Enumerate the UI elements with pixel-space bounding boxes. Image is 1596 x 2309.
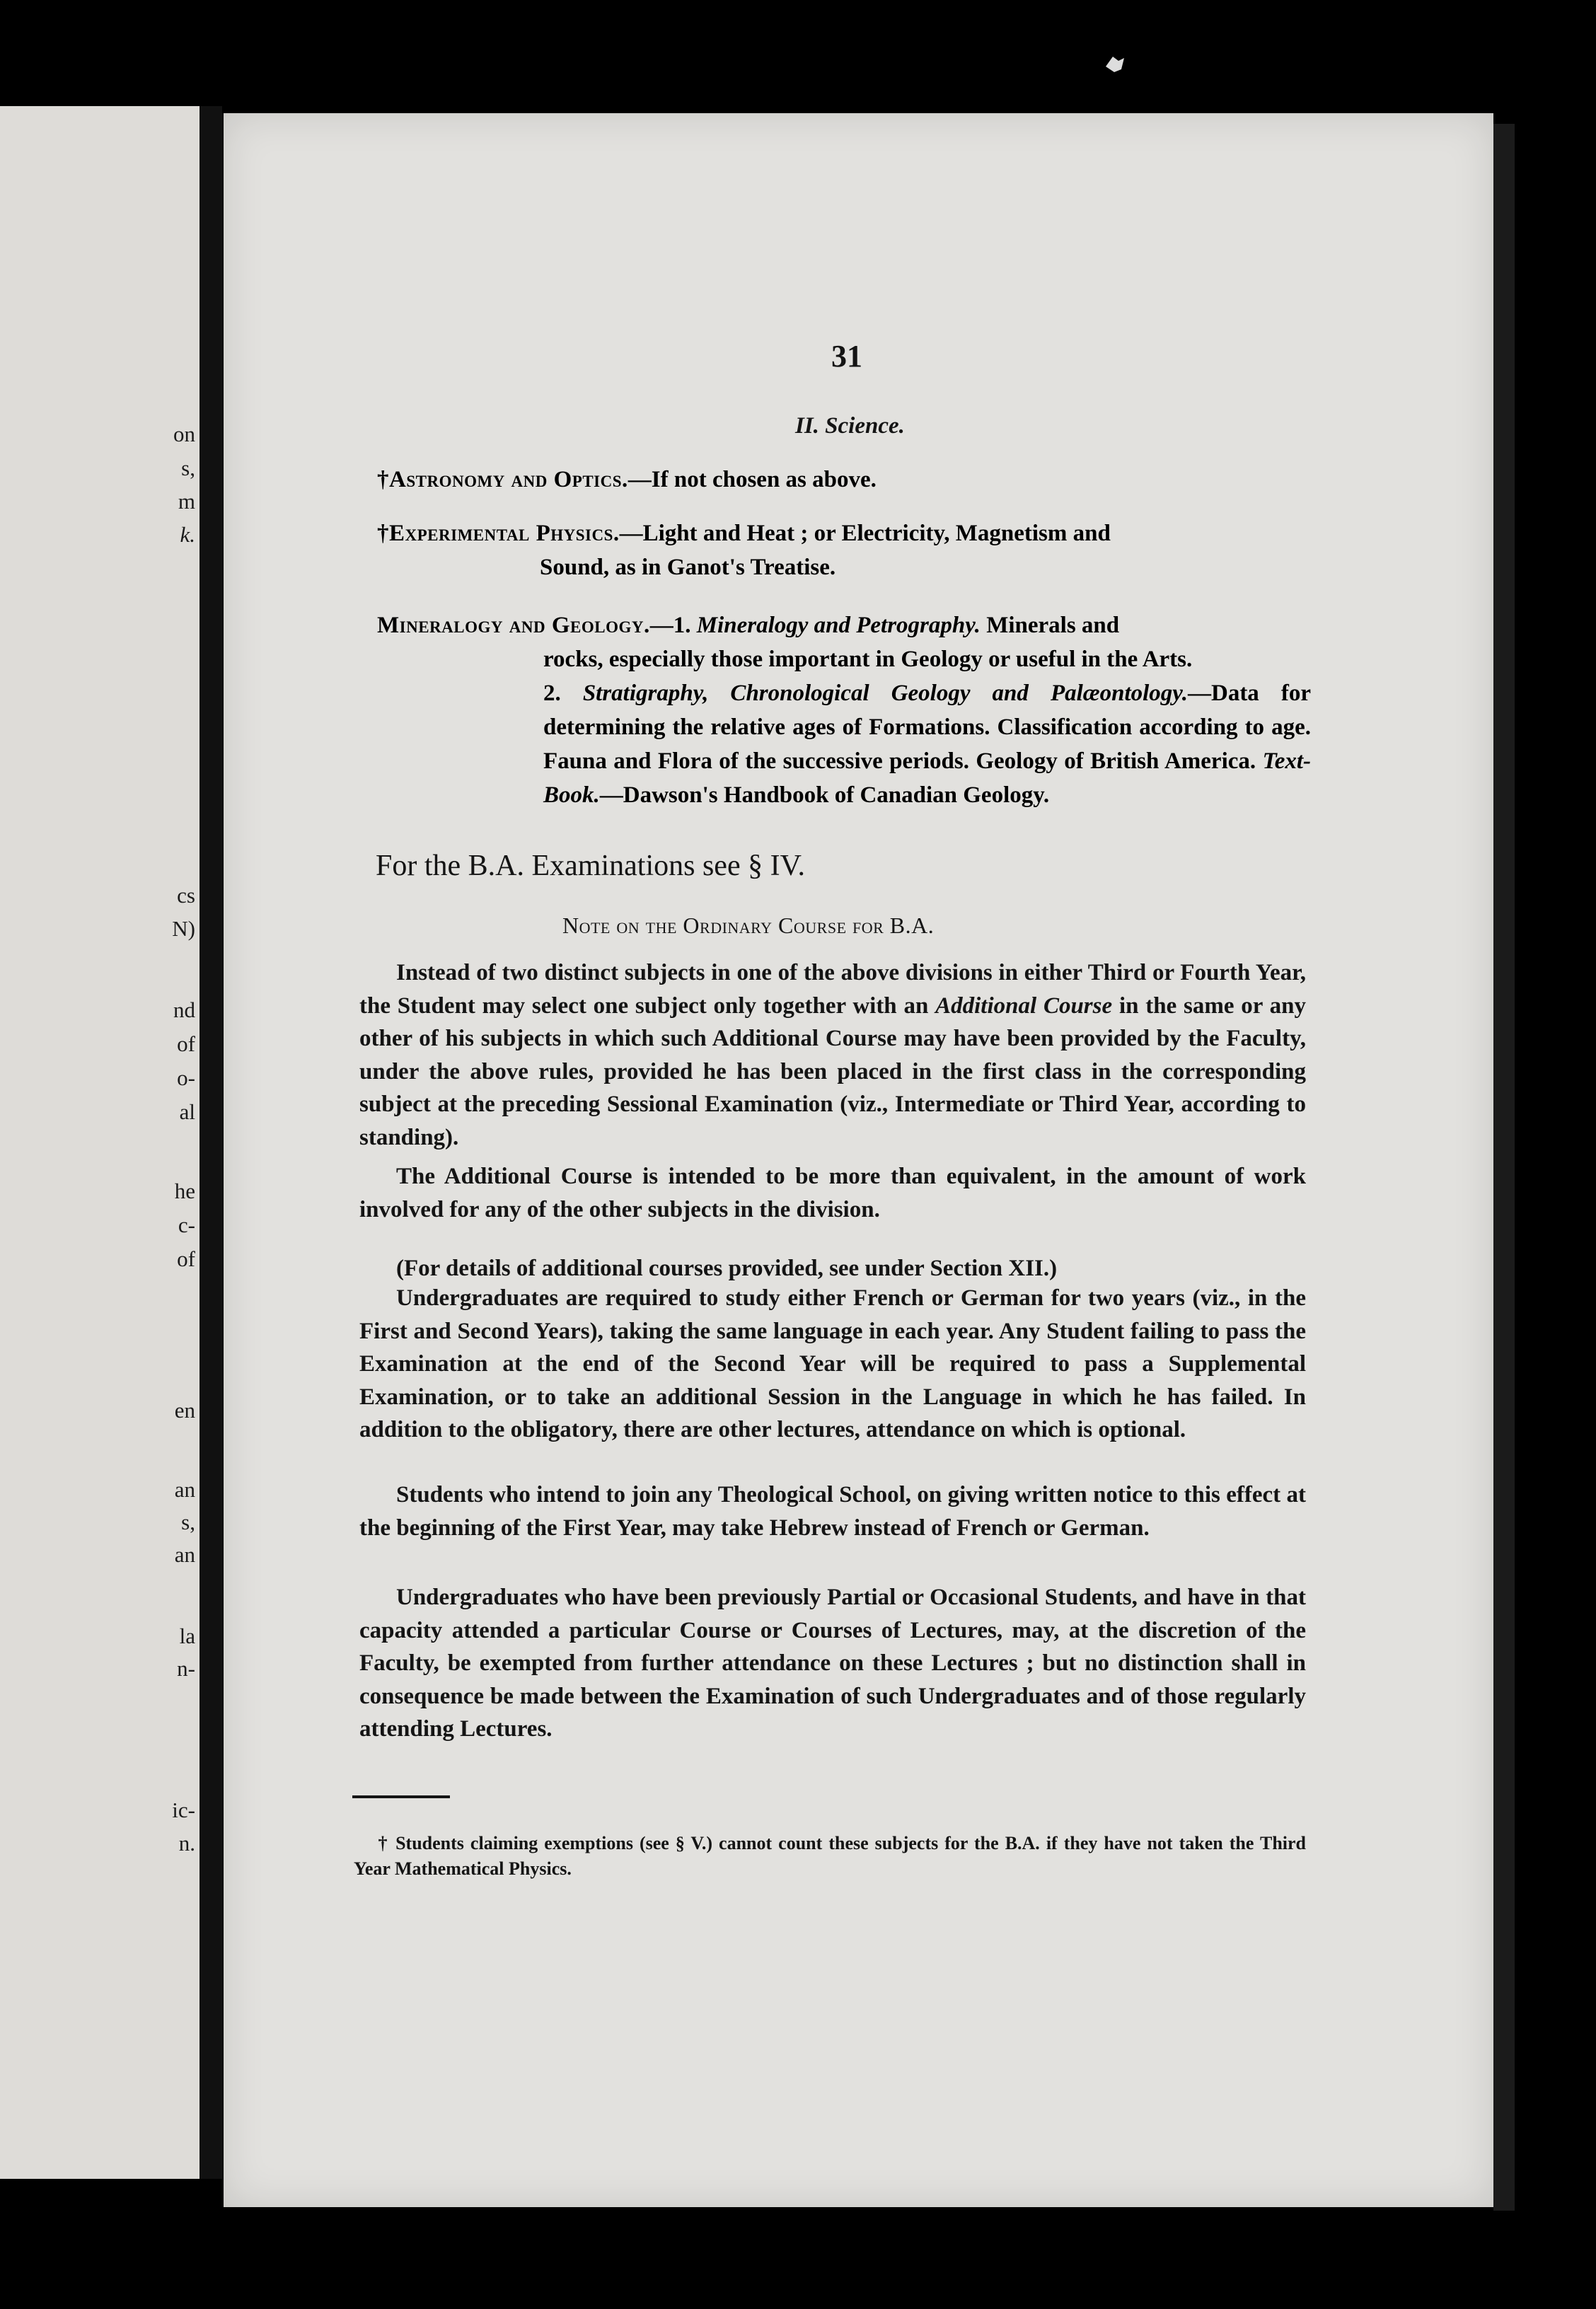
subject-heading: †Experimental Physics.	[377, 521, 620, 546]
ba-examinations-note: For the B.A. Examinations see § IV.	[376, 850, 805, 882]
left-margin-text: en	[174, 1398, 195, 1423]
left-margin-text: of	[177, 1031, 195, 1056]
left-margin-text: s,	[181, 1510, 195, 1534]
left-margin-text: on	[173, 422, 195, 446]
left-margin-text: of	[177, 1246, 195, 1271]
footnote-divider	[352, 1795, 450, 1798]
left-page-fragment	[0, 106, 200, 2179]
left-margin-text: k.	[180, 522, 195, 547]
sub-subject-block	[377, 676, 1311, 812]
page-edge-shadow	[1493, 124, 1515, 2211]
left-margin-text: cs	[177, 883, 195, 908]
left-margin-text: nd	[173, 997, 195, 1022]
subject-heading: †Astronomy and Optics.	[377, 467, 628, 492]
paragraph	[359, 1581, 1306, 1746]
subject-entry-mineralogy	[377, 608, 1311, 812]
left-margin-text: s,	[181, 456, 195, 480]
left-margin-text: al	[179, 1099, 195, 1124]
paragraph	[359, 1478, 1306, 1544]
sub-subject-title: Mineralogy and Petrography.	[696, 613, 981, 638]
left-margin-text: m	[178, 489, 195, 514]
dust-speck	[1100, 51, 1128, 79]
subject-text: —Data for determining the relative ages of Formations. Classification according to age. Fauna and Flora of the successive periods. Geology of British America.	[543, 681, 1311, 774]
paragraph-text: Undergraduates are required to study either French or German for two years (viz., in the First and Second Years), taking the same language in each year. Any Student failing to pass the Examination at the end of the Second Year will be required to pass a Supplemental Examination, or to take an additional Session in the Language in which he has failed. In addition to the obligatory, there are other lectures, attendance on which is optional.	[359, 1285, 1306, 1442]
left-margin-text: N)	[172, 916, 195, 941]
subject-entry-astronomy	[377, 463, 1311, 497]
item-number: 2.	[543, 681, 561, 706]
page-number: 31	[831, 339, 862, 374]
item-number: —1.	[649, 613, 691, 638]
footnote	[354, 1831, 1306, 1882]
subject-text: Minerals and	[986, 613, 1120, 638]
paragraph-italic-text: Additional Course	[935, 993, 1113, 1019]
footnote-text: † Students claiming exemptions (see § V.) cannot count these subjects for the B.A. if they have not taken the Third Year Mathematical Physics.	[354, 1833, 1306, 1879]
subject-entry-physics	[377, 516, 1311, 584]
paragraph	[359, 1160, 1306, 1226]
paragraph-text: Instead of two distinct subjects in one of the above divisions in either Third or Fourth Year, the Student may select one subject only together with an	[359, 960, 1306, 1019]
left-margin-text: an	[174, 1542, 195, 1567]
subject-heading: Mineralogy and Geology.	[377, 613, 650, 638]
subject-text: —If not chosen as above.	[628, 467, 877, 492]
left-margin-text: an	[174, 1477, 195, 1502]
left-margin-text: n.	[178, 1831, 195, 1856]
left-margin-text: la	[179, 1624, 195, 1648]
left-margin-text: he	[174, 1179, 195, 1203]
paragraph	[359, 1282, 1306, 1447]
book-gutter	[200, 106, 222, 2179]
note-heading: Note on the Ordinary Course for B.A.	[562, 913, 935, 938]
subject-text: rocks, especially those important in Geology or useful in the Arts.	[543, 647, 1193, 672]
paragraph-text: in the same or any other of his subjects in which such Additional Course may have been provided by the Faculty, under the above rules, provided he has been placed in the first class in the corresponding subject at the preceding Sessional Examination (viz., Intermediate or Third Year, according to standing).	[359, 993, 1307, 1150]
paragraph	[359, 956, 1306, 1154]
sub-subject-title: Stratigraphy, Chronological Geology and Palæontology.	[582, 681, 1188, 706]
paragraph-text: The Additional Course is intended to be more than equivalent, in the amount of work involved for any of the other subjects in the division.	[359, 1164, 1306, 1222]
left-margin-text: n-	[177, 1656, 195, 1681]
paragraph-text: Undergraduates who have been previously Partial or Occasional Students, and have in that capacity attended a particular Course or Courses of Lectures, may, at the discretion of the Faculty, be exempted from further attendance on these Lectures ; but no distinction shall in consequence be made between the Examination of such Undergraduates and of those regularly attending Lectures.	[359, 1585, 1306, 1742]
paragraph	[359, 1252, 1306, 1285]
left-margin-text: c-	[178, 1213, 195, 1237]
paragraph-text: (For details of additional courses provided, see under Section XII.)	[396, 1256, 1058, 1281]
left-margin-text: o-	[177, 1065, 195, 1090]
section-title: II. Science.	[795, 413, 905, 439]
subject-text: Sound, as in Ganot's Treatise.	[540, 555, 836, 580]
textbook-label: Text-Book.	[543, 748, 1311, 808]
paragraph-text: Students who intend to join any Theological School, on giving written notice to this effect at the beginning of the First Year, may take Hebrew instead of French or German.	[359, 1482, 1306, 1541]
subject-text: —Light and Heat ; or Electricity, Magnetism and	[619, 521, 1111, 546]
textbook-text: —Dawson's Handbook of Canadian Geology.	[599, 782, 1050, 808]
left-margin-text: ic-	[172, 1798, 195, 1822]
